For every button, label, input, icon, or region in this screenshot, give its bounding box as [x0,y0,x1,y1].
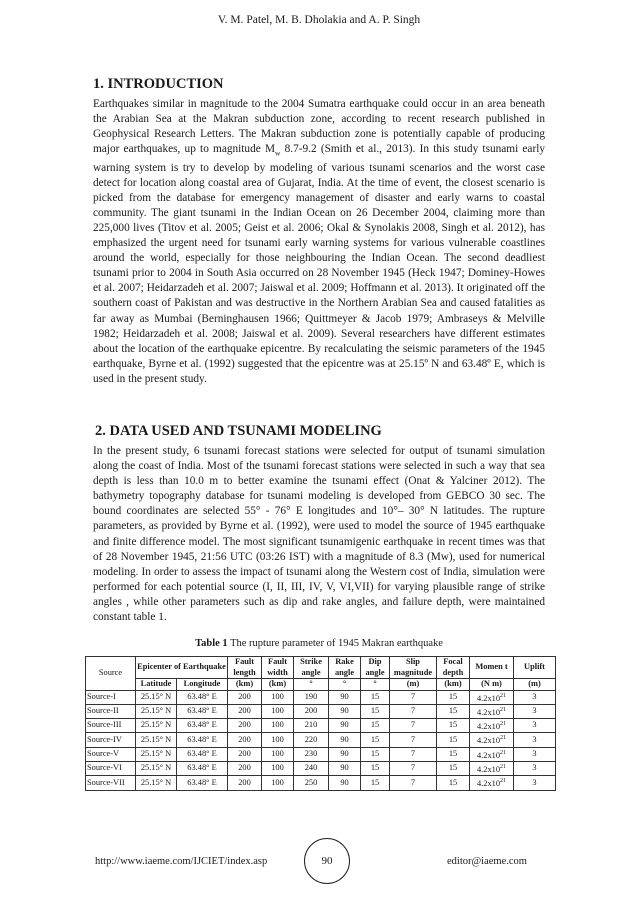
cell-fault-length: 200 [228,733,262,747]
data-modeling-paragraph: In the present study, 6 tsunami forecast stations were selected for output of tsunami simulation along the coast of India. Most of the tsunami forecast stations were selected in such a way that sea depth is less than 10.0 m to better examine the tsunami effect (Onat & Yalciner 2012). The bathymetry topography database for tsunami modeling is developed from GEBCO 30 sec. The bound coordinates are selected 55° - 76° E longitudes and 10°– 30° N latitudes. The rupture parameters, as provided by Byrne et al. (1992), were used to model the source of 1945 earthquake and finite difference model. The most significant tsunamigenic earthquake in recent times was that of 28 November 1945, 21:56 UTC (03:26 IST) with a magnitude of 8.3 (Mw), used for numerical modeling. In order to assess the impact of tsunami along the Western cost of India, simulation were performed for each potential source (I, II, III, IV, V, VI,VII) for varying plausible range of strike angles , while other parameters such as dip and rake angles, and failure depth, were maintained constant table 1. [93,445,545,624]
moment-exponent: 21 [500,735,507,742]
unit-dip: ° [361,679,390,691]
cell-slip: 7 [390,733,437,747]
cell-fault-length: 200 [228,704,262,718]
cell-moment [470,776,514,790]
moment-exponent: 21 [500,749,507,756]
cell-fault-width: 100 [262,747,294,761]
table-caption-label: Table 1 [195,638,228,649]
cell-longitude: 63.48° E [177,719,228,733]
unit-uplift: (m) [514,679,556,691]
cell-moment [470,761,514,775]
unit-fault-length: (km) [228,679,262,691]
unit-rake: ° [329,679,361,691]
cell-latitude: 25.15° N [136,761,177,775]
cell-dip: 15 [361,761,390,775]
cell-focal: 15 [437,733,470,747]
cell-uplift: 3 [514,690,556,704]
cell-strike: 200 [294,704,329,718]
cell-fault-length: 200 [228,690,262,704]
cell-slip: 7 [390,690,437,704]
cell-fault-width: 100 [262,719,294,733]
cell-uplift: 3 [514,733,556,747]
cell-moment [470,690,514,704]
cell-strike: 230 [294,747,329,761]
cell-strike: 220 [294,733,329,747]
cell-uplift: 3 [514,719,556,733]
header-fault-width: Fault width [262,657,294,679]
cell-dip: 15 [361,704,390,718]
cell-source: Source-VI [86,761,136,775]
header-uplift: Uplift [514,657,556,679]
cell-focal: 15 [437,761,470,775]
rupture-parameters-table [85,656,556,791]
cell-longitude: 63.48° E [177,747,228,761]
table-caption-text: The rupture parameter of 1945 Makran earthquake [227,638,443,649]
table-caption [0,638,638,649]
cell-fault-width: 100 [262,704,294,718]
moment-exponent: 21 [500,692,507,699]
cell-slip: 7 [390,776,437,790]
cell-uplift: 3 [514,704,556,718]
cell-longitude: 63.48° E [177,776,228,790]
moment-base: 4.2x10 [476,764,501,774]
unit-latitude: Latitude [136,679,177,691]
cell-moment [470,704,514,718]
cell-strike: 190 [294,690,329,704]
unit-slip: (m) [390,679,437,691]
cell-moment [470,719,514,733]
header-fault-length: Fault length [228,657,262,679]
moment-exponent: 21 [500,706,507,713]
moment-base: 4.2x10 [476,707,501,717]
moment-exponent: 21 [500,778,507,785]
cell-slip: 7 [390,704,437,718]
header-epicenter: Epicenter of Earthquake [136,657,228,679]
section-heading-introduction: 1. INTRODUCTION [93,76,224,92]
intro-text-part-1: Earthquakes similar in magnitude to the 2004 Sumatra earthquake could occur in an area beneath the Arabian Sea at the Makran subduction zone, according to recent research published in Geophysical Research Letters. The Makran subduction zone is potentially capable of producing major earthquakes, up to magnitude M [93,98,545,156]
header-slip-magnitude: Slip magnitude [390,657,437,679]
table-row [86,704,556,718]
cell-longitude: 63.48° E [177,690,228,704]
cell-rake: 90 [329,747,361,761]
cell-rake: 90 [329,704,361,718]
page-number: 90 [304,838,350,884]
cell-latitude: 25.15° N [136,690,177,704]
cell-focal: 15 [437,719,470,733]
header-rake-angle: Rake angle [329,657,361,679]
cell-slip: 7 [390,761,437,775]
header-moment: Momen t [470,657,514,679]
cell-rake: 90 [329,776,361,790]
cell-strike: 210 [294,719,329,733]
cell-focal: 15 [437,690,470,704]
cell-source: Source-I [86,690,136,704]
cell-slip: 7 [390,747,437,761]
cell-longitude: 63.48° E [177,704,228,718]
cell-source: Source-III [86,719,136,733]
header-source: Source [86,657,136,691]
unit-moment: (N m) [470,679,514,691]
table-row [86,719,556,733]
section-heading-data-modeling: 2. DATA USED AND TSUNAMI MODELING [95,423,382,439]
cell-rake: 90 [329,733,361,747]
cell-dip: 15 [361,776,390,790]
cell-latitude: 25.15° N [136,719,177,733]
cell-moment [470,747,514,761]
cell-latitude: 25.15° N [136,733,177,747]
moment-exponent: 21 [500,721,507,728]
cell-focal: 15 [437,776,470,790]
unit-strike: ° [294,679,329,691]
moment-base: 4.2x10 [476,736,501,746]
cell-uplift: 3 [514,776,556,790]
table-row [86,761,556,775]
moment-base: 4.2x10 [476,779,501,789]
cell-source: Source-II [86,704,136,718]
cell-focal: 15 [437,747,470,761]
intro-text-part-2: 8.7-9.2 (Smith et al., 2013). In this study tsunami early warning system is try to develop by modeling of various tsunami scenarios and the worst case detect for location along coastal area of Gujarat, India. At the time of event, the closest scenario is picked from the database for emergency management of disaster and early warns to coastal community. The giant tsunami in the Indian Ocean on 26 December 2004, claiming more than 225,000 lives (Titov et al. 2005; Geist et al. 2006; Okal & Synolakis 2008, Singh et al. 2012), has emphasized the urgent need for tsunami early warning systems for various vulnerable coastlines around the world, especially for those neighbouring the Indian Ocean. The second deadliest tsunami prior to 2004 in South Asia occurred on 28 November 1945 (Heck 1947; Dominey-Howes et al. 2007; Heidarzadeh et al. 2007; Jaiswal et al. 2009; Hoffmann et al. 2013). It originated off the southern coast of Pakistan and was destructive in the Northern Arabian Sea and caused fatalities as far away as Mumbai (Berninghausen 1966; Quittmeyer & Jacob 1979; Ambraseys & Melville 1982; Heidarzadeh et al. 2008; Jaiswal et al. 2009). Several researchers have different estimates about the location of the earthquake epicentre. By recalculating the seismic parameters of the 1945 earthquake, Byrne et al. (1992) suggested that the epicentre was at 25.15º N and 63.48º E, which is used in the present study. [93,143,545,385]
cell-rake: 90 [329,719,361,733]
cell-rake: 90 [329,690,361,704]
cell-slip: 7 [390,719,437,733]
moment-exponent: 21 [500,763,507,770]
introduction-paragraph [93,97,545,387]
cell-fault-width: 100 [262,761,294,775]
cell-strike: 250 [294,776,329,790]
unit-focal: (km) [437,679,470,691]
moment-base: 4.2x10 [476,721,501,731]
table-body [86,690,556,790]
table-row [86,747,556,761]
cell-fault-width: 100 [262,776,294,790]
cell-uplift: 3 [514,747,556,761]
footer-email[interactable]: editor@iaeme.com [447,856,527,867]
header-strike-angle: Strike angle [294,657,329,679]
header-dip-angle: Dip angle [361,657,390,679]
cell-uplift: 3 [514,761,556,775]
cell-dip: 15 [361,747,390,761]
unit-fault-width: (km) [262,679,294,691]
moment-base: 4.2x10 [476,750,501,760]
cell-longitude: 63.48° E [177,761,228,775]
cell-source: Source-IV [86,733,136,747]
cell-source: Source-VII [86,776,136,790]
cell-latitude: 25.15° N [136,704,177,718]
cell-fault-length: 200 [228,776,262,790]
cell-dip: 15 [361,690,390,704]
unit-longitude: Longitude [177,679,228,691]
table-row [86,776,556,790]
table-row [86,690,556,704]
cell-fault-length: 200 [228,761,262,775]
cell-dip: 15 [361,733,390,747]
cell-fault-length: 200 [228,719,262,733]
magnitude-subscript: w [275,148,281,158]
cell-moment [470,733,514,747]
cell-latitude: 25.15° N [136,776,177,790]
running-head-authors: V. M. Patel, M. B. Dholakia and A. P. Singh [217,14,421,26]
moment-base: 4.2x10 [476,693,501,703]
footer-url[interactable]: http://www.iaeme.com/IJCIET/index.asp [95,856,268,867]
cell-rake: 90 [329,761,361,775]
cell-fault-length: 200 [228,747,262,761]
cell-fault-width: 100 [262,690,294,704]
cell-latitude: 25.15° N [136,747,177,761]
cell-longitude: 63.48° E [177,733,228,747]
cell-fault-width: 100 [262,733,294,747]
cell-strike: 240 [294,761,329,775]
cell-dip: 15 [361,719,390,733]
cell-focal: 15 [437,704,470,718]
cell-source: Source-V [86,747,136,761]
table-row [86,733,556,747]
header-focal-depth: Focal depth [437,657,470,679]
